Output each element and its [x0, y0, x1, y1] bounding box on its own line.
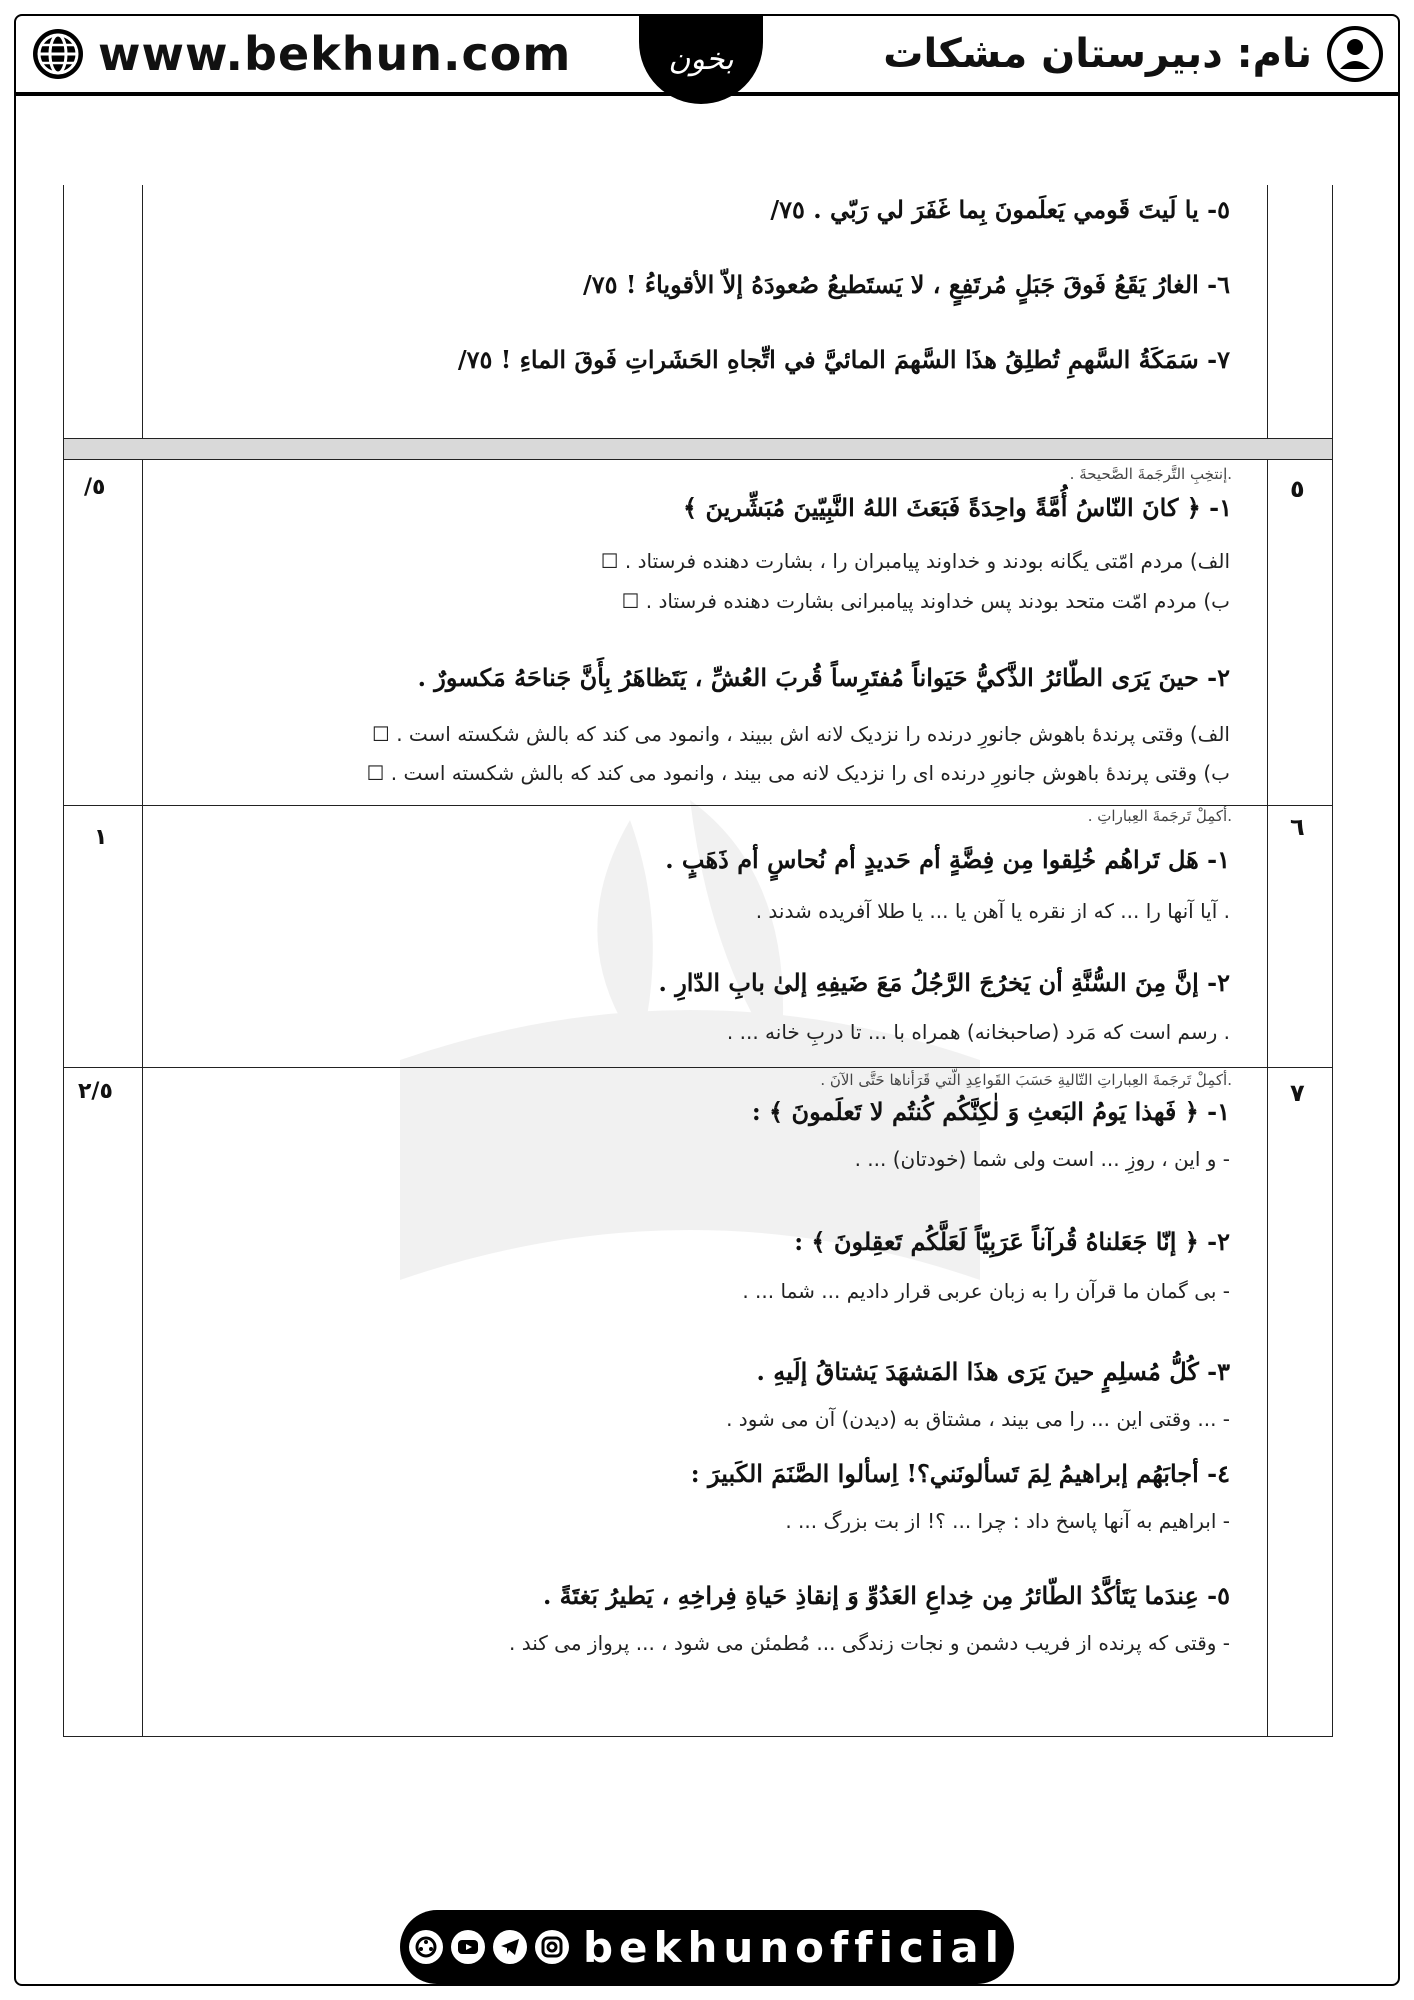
answer-blank: - و این ، روزِ ... است ولی شما (خودتان) ... .: [854, 1147, 1230, 1171]
school-block: [883, 24, 1384, 84]
user-icon: [1326, 25, 1384, 83]
question-line: ٦- الغارُ يَقَعُ فَوقَ جَبَلٍ مُرتَفِعٍ ، لا يَستَطيعُ صُعودَهُ إلاّ الأقوياءُ ! ٧٥/: [583, 270, 1230, 299]
number-column-divider: [1267, 185, 1268, 1736]
question-line: ٥- عِندَما يَتَأكَّدُ الطّائرُ مِن خِداعِ العَدُوِّ وَ إنقاذِ حَياةِ فِراخِهِ ، يَطيرُ بَغتَةً .: [542, 1581, 1230, 1610]
answer-blank: . آیا آنها را ... که از نقره یا آهن یا ... یا طلا آفریده شدند .: [755, 899, 1230, 923]
instruction: .أكمِلْ تَرجَمةَ العِباراتِ التّاليةِ حَسَبَ القَواعِدِ الّتي قَرَأناها حَتَّى الآنَ .: [820, 1071, 1232, 1089]
question-line: ١- ﴿ كانَ النّاسُ أُمَّةً واحِدَةً فَبَعَثَ اللهُ النَّبِيّينَ مُبَشِّرينَ ﴾: [683, 493, 1232, 522]
answer-blank: - وقتی که پرنده از فریب دشمن و نجات زندگی ... مُطمئن می شود ، ... پرواز می کند .: [509, 1631, 1230, 1655]
instruction: .إنتخِبِ التَّرجَمةَ الصَّحيحةَ .: [1069, 465, 1232, 483]
score-column-divider: [142, 185, 143, 1736]
question-line: ١- ﴿ فَهذا يَومُ البَعثِ وَ لٰكِنَّكُم كُنتُم لا تَعلَمونَ ﴾ :: [751, 1097, 1230, 1126]
question-line: ٣- كُلُّ مُسلِمٍ حينَ يَرَى هذَا المَشهَدَ يَشتاقُ إلَيهِ .: [756, 1357, 1230, 1386]
question-line: ٢- ﴿ إنّا جَعَلناهُ قُرآناً عَرَبِيّاً لَعَلَّكُم تَعقِلونَ ﴾ :: [794, 1227, 1230, 1256]
answer-blank: - ... وقتی این ... را می بیند ، مشتاق به (دیدن) آن می شود .: [726, 1407, 1230, 1431]
youtube-icon[interactable]: [451, 1930, 485, 1964]
row-divider-q6: [64, 805, 1332, 806]
question-score: /٥: [84, 475, 106, 500]
question-line: ٥- يا لَيتَ قَومي يَعلَمونَ بِما غَفَرَ لي رَبّي . ٧٥/: [770, 195, 1230, 224]
answer-option[interactable]: الف) وقتی پرندهٔ باهوش جانورِ درنده را نزدیک لانه اش ببیند ، وانمود می کند که بالش شکسته است . ☐: [371, 722, 1230, 746]
question-line: ٢- حينَ يَرَى الطّائرُ الذَّكيُّ حَيَواناً مُفتَرِساً قُربَ العُشِّ ، يَتَظاهَرُ بِأَنَّ جَناحَهُ مَكسورٌ .: [417, 663, 1230, 692]
aparat-icon[interactable]: [409, 1930, 443, 1964]
telegram-icon[interactable]: [493, 1930, 527, 1964]
social-footer: [400, 1910, 1014, 1984]
social-handle[interactable]: bekhunofficial: [582, 1922, 1005, 1972]
question-score: ٢/٥: [78, 1079, 113, 1104]
school-name: نام: دبیرستان مشکات: [883, 31, 1312, 77]
question-number: ٦: [1290, 813, 1305, 841]
section-band: [64, 438, 1332, 460]
answer-blank: - بی گمان ما قرآن را به زبان عربی قرار دادیم ... شما ... .: [742, 1279, 1230, 1303]
page-header: [16, 16, 1398, 96]
website-url[interactable]: www.bekhun.com: [98, 27, 572, 81]
question-line: ٧- سَمَكَةُ السَّهمِ تُطلِقُ هذَا السَّهمَ المائيَّ في اتِّجاهِ الحَشَراتِ فَوقَ الماءِ ! ٧٥/: [457, 345, 1230, 374]
question-score: ١: [94, 825, 108, 850]
question-line: ٢- إنَّ مِنَ السُّنَّةِ أن يَخرُجَ الرَّجُلُ مَعَ ضَيفِهِ إلىٰ بابِ الدّارِ .: [658, 968, 1230, 997]
website-block: [30, 24, 571, 84]
answer-option[interactable]: ب) مردم امّت متحد بودند پس خداوند پیامبرانی بشارت دهنده فرستاد . ☐: [621, 589, 1230, 613]
answer-blank: - ابراهیم به آنها پاسخ داد : چرا ... ؟! از بت بزرگ ... .: [785, 1509, 1230, 1533]
question-number: ٧: [1290, 1079, 1305, 1107]
question-number: ٥: [1290, 475, 1305, 503]
logo: [639, 14, 763, 104]
instagram-icon[interactable]: [535, 1930, 569, 1964]
question-table: [63, 185, 1333, 1737]
question-line: ١- هَل تَراهُم خُلِقوا مِن فِضَّةٍ أم حَديدٍ أم نُحاسٍ أم ذَهَبٍ .: [665, 845, 1230, 874]
instruction: .أكمِلْ تَرجَمةَ العِباراتِ .: [1087, 807, 1232, 825]
social-icons: [409, 1930, 569, 1964]
answer-blank: . رسم است که مَرد (صاحبخانه) همراه با ... تا دربِ خانه ... .: [726, 1020, 1230, 1044]
answer-option[interactable]: الف) مردم امّتی یگانه بودند و خداوند پیامبران را ، بشارت دهنده فرستاد . ☐: [600, 549, 1230, 573]
globe-icon: [30, 26, 86, 82]
logo-text: بخون: [668, 41, 734, 77]
row-divider-q7: [64, 1067, 1332, 1068]
answer-option[interactable]: ب) وقتی پرندهٔ باهوش جانورِ درنده ای را نزدیک لانه می بیند ، وانمود می کند که بالش شکسته است . ☐: [366, 761, 1230, 785]
question-line: ٤- أجابَهُم إبراهيمُ لِمَ تَسألونَني؟! اِسألوا الصَّنَمَ الكَبيرَ :: [690, 1459, 1230, 1488]
